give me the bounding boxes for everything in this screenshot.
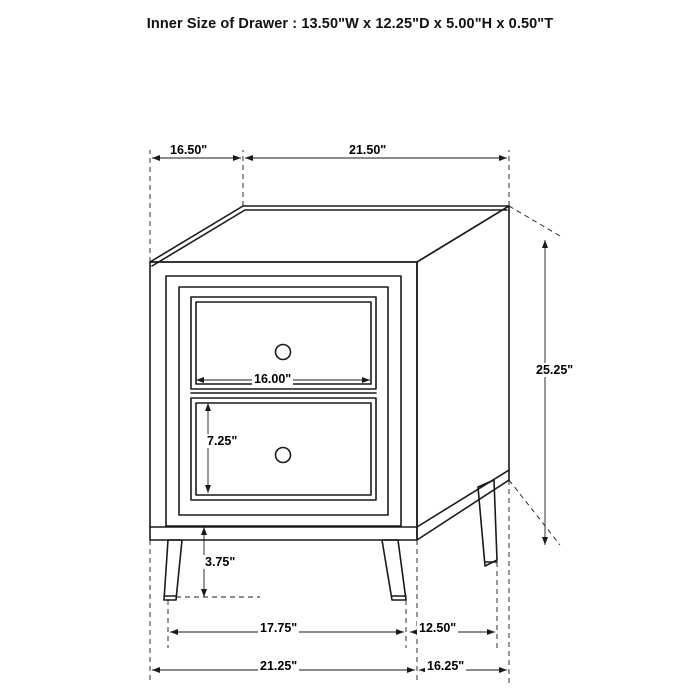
ext-line-right-top <box>509 206 560 236</box>
circle-knob-icon-upper <box>276 345 291 360</box>
front-frame-outer <box>166 276 401 526</box>
dim-label-lower-drawer-height: 7.25" <box>207 434 238 448</box>
dim-label-leg-height: 3.75" <box>205 555 236 569</box>
circle-knob-icon-lower <box>276 448 291 463</box>
leg-front-left <box>164 540 182 600</box>
dim-label-overall-depth: 16.25" <box>427 659 465 673</box>
lower-drawer-bevel <box>196 403 371 495</box>
dim-label-front-base-width: 17.75" <box>260 621 298 635</box>
page-title: Inner Size of Drawer : 13.50"W x 12.25"D x 5.00"H x 0.50"T <box>146 16 554 32</box>
leg-back-right <box>478 480 497 566</box>
ext-line-right-bottom <box>509 480 560 545</box>
dim-label-top-depth: 16.50" <box>170 143 208 157</box>
dim-label-upper-drawer-width: 16.00" <box>254 372 292 386</box>
dim-label-overall-width: 21.25" <box>260 659 298 673</box>
top-edge-inner <box>152 210 507 266</box>
leg-front-right <box>382 540 406 600</box>
dim-label-top-width: 21.50" <box>349 143 387 157</box>
dimension-arrowheads <box>152 155 548 673</box>
dim-label-overall-height: 25.25" <box>536 363 574 377</box>
lower-drawer-face <box>191 398 376 500</box>
cabinet-front-face <box>150 262 417 540</box>
cabinet-right-side <box>417 206 509 540</box>
front-frame-inner <box>179 287 388 515</box>
dim-label-side-base-depth: 12.50" <box>419 621 457 635</box>
